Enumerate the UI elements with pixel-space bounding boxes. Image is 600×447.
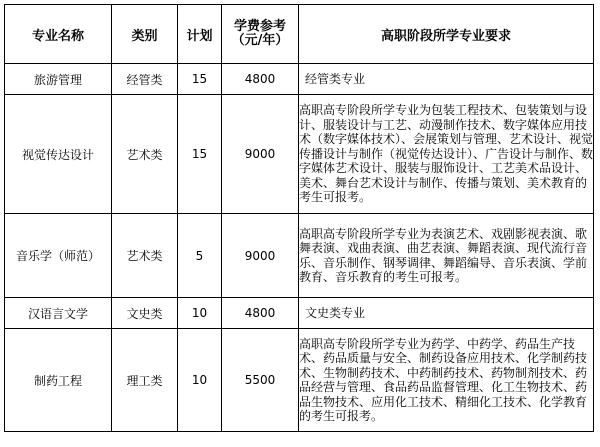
table-row	[5, 329, 594, 432]
plan-cell: 10	[178, 329, 222, 432]
table-row	[5, 298, 594, 329]
tuition-cell: 9000	[222, 95, 299, 214]
tuition-cell: 5500	[222, 329, 299, 432]
majors-table	[4, 4, 594, 432]
table-row	[5, 95, 594, 214]
tuition-cell: 4800	[222, 298, 299, 329]
header-requirement: 高职阶段所学专业要求	[299, 5, 594, 64]
category-cell: 艺术类	[112, 95, 178, 214]
header-tuition-line2: （元/年）	[231, 33, 289, 48]
category-cell: 经管类	[112, 64, 178, 95]
requirement-cell: 高职高专阶段所学专业为药学、中药学、药品生产技术、药品质量与安全、制药设备应用技术、化学制药技术、生物制药技术、中药制药技术、药物制剂技术、药品经营与管理、食品药品监督管理、化工生物技术、药品生物技术、应用化工技术、精细化工技术、化学教育的考生可报考。	[299, 329, 594, 432]
header-tuition	[222, 5, 299, 64]
requirement-cell: 经管类专业	[299, 64, 594, 95]
header-plan: 计划	[178, 5, 222, 64]
plan-cell: 15	[178, 95, 222, 214]
category-cell: 艺术类	[112, 214, 178, 298]
requirement-cell: 文史类专业	[299, 298, 594, 329]
header-category: 类别	[112, 5, 178, 64]
major-name-cell: 音乐学（师范）	[5, 214, 112, 298]
category-cell: 文史类	[112, 298, 178, 329]
table-row	[5, 214, 594, 298]
table-row	[5, 64, 594, 95]
category-cell: 理工类	[112, 329, 178, 432]
tuition-cell: 9000	[222, 214, 299, 298]
plan-cell: 10	[178, 298, 222, 329]
plan-cell: 15	[178, 64, 222, 95]
header-row	[5, 5, 594, 64]
major-name-cell: 旅游管理	[5, 64, 112, 95]
header-major-name: 专业名称	[5, 5, 112, 64]
major-name-cell: 视觉传达设计	[5, 95, 112, 214]
tuition-cell: 4800	[222, 64, 299, 95]
header-tuition-line1: 学费参考	[233, 19, 286, 34]
major-name-cell: 汉语言文学	[5, 298, 112, 329]
requirement-cell: 高职高专阶段所学专业为包装工程技术、包装策划与设计、服装设计与工艺、动漫制作技术、数字媒体应用技术（数字媒体技术）、会展策划与管理、艺术设计、视觉传播设计与制作（视觉传达设计）、广告设计与制作、数字媒体艺术设计、服装与服饰设计、工艺美术品设计、美术、舞台艺术设计与制作、传播与策划、美术教育的考生可报考。	[299, 95, 594, 214]
major-name-cell: 制药工程	[5, 329, 112, 432]
plan-cell: 5	[178, 214, 222, 298]
requirement-cell: 高职高专阶段所学专业为表演艺术、戏剧影视表演、歌舞表演、戏曲表演、曲艺表演、舞蹈表演、现代流行音乐、音乐制作、钢琴调律、舞蹈编导、音乐表演、学前教育、音乐教育的考生可报考。	[299, 214, 594, 298]
